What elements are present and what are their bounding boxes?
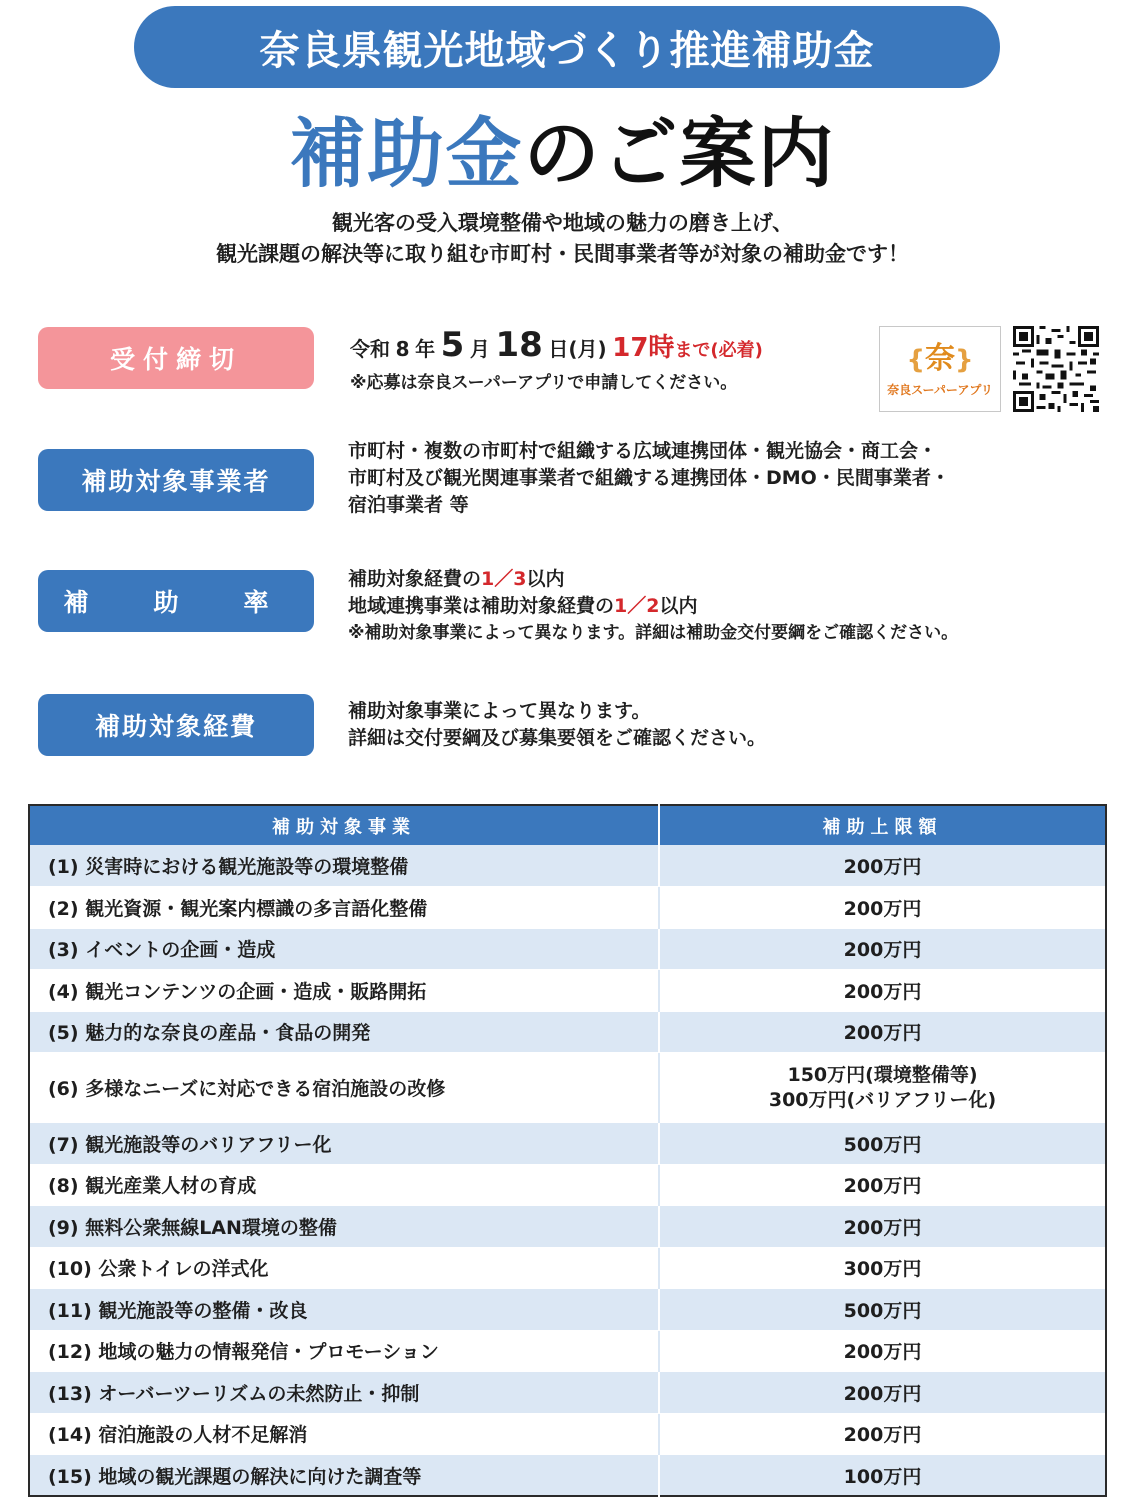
app-logo-name: 奈良スーパーアプリ xyxy=(887,383,993,397)
eligible-line: 市町村及び観光関連事業者で組織する連携団体・DMO・民間事業者・ xyxy=(348,467,950,489)
limit-amount: 200万円 xyxy=(659,887,1106,929)
expenses-text xyxy=(348,698,766,752)
limit-amount: 500万円 xyxy=(659,1289,1106,1331)
project-name: (12) 地域の魅力の情報発信・プロモーション xyxy=(29,1330,659,1372)
deadline-era: 令和 xyxy=(350,337,390,361)
nara-super-app-logo[interactable] xyxy=(879,326,1001,412)
deadline-weekday: (月) xyxy=(568,337,607,361)
project-name: (5) 魅力的な奈良の産品・食品の開発 xyxy=(29,1011,659,1053)
deadline-date xyxy=(350,325,763,365)
limit-amount: 200万円 xyxy=(659,928,1106,970)
project-name: (2) 観光資源・観光案内標識の多言語化整備 xyxy=(29,887,659,929)
rate-line-2-pre: 地域連携事業は補助対象経費の xyxy=(348,595,615,617)
table-row xyxy=(29,1330,1106,1372)
eligible-line: 市町村・複数の市町村で組織する広域連携団体・観光協会・商工会・ xyxy=(348,440,938,462)
grant-table xyxy=(28,804,1107,1497)
limit-amount: 200万円 xyxy=(659,1330,1106,1372)
table-row xyxy=(29,845,1106,887)
limit-amount: 300万円 xyxy=(659,1247,1106,1289)
project-name: (4) 観光コンテンツの企画・造成・販路開拓 xyxy=(29,970,659,1012)
app-logo-mark: {奈} xyxy=(906,341,974,376)
limit-amount: 200万円 xyxy=(659,845,1106,887)
limit-amount xyxy=(659,1053,1106,1123)
project-name: (10) 公衆トイレの洋式化 xyxy=(29,1247,659,1289)
project-name: (3) イベントの企画・造成 xyxy=(29,928,659,970)
app-logo-char: 奈 xyxy=(925,341,955,376)
limit-amount: 500万円 xyxy=(659,1123,1106,1165)
header-limit: 補助上限額 xyxy=(659,805,1106,845)
table-row xyxy=(29,887,1106,929)
project-name: (9) 無料公衆無線LAN環境の整備 xyxy=(29,1206,659,1248)
table-row xyxy=(29,1053,1106,1123)
project-name: (8) 観光産業人材の育成 xyxy=(29,1164,659,1206)
project-name: (6) 多様なニーズに対応できる宿泊施設の改修 xyxy=(29,1053,659,1123)
eligible-label: 補助対象事業者 xyxy=(38,449,314,511)
table-row xyxy=(29,1206,1106,1248)
rate-line-2 xyxy=(348,593,958,620)
page-title xyxy=(0,108,1125,200)
project-name: (15) 地域の観光課題の解決に向けた調査等 xyxy=(29,1455,659,1497)
title-rest: のご案内 xyxy=(523,109,836,198)
limit-amount: 200万円 xyxy=(659,1206,1106,1248)
rate-line-1-pre: 補助対象経費の xyxy=(348,568,482,590)
project-name: (13) オーバーツーリズムの未然防止・抑制 xyxy=(29,1372,659,1414)
deadline-month: 5 xyxy=(440,325,465,365)
project-name: (1) 災害時における観光施設等の環境整備 xyxy=(29,845,659,887)
deadline-year-unit: 年 xyxy=(415,337,436,361)
deadline-label: 受付締切 xyxy=(38,327,314,389)
table-row xyxy=(29,1455,1106,1497)
qr-code-icon[interactable] xyxy=(1013,326,1099,412)
eligible-line: 宿泊事業者 等 xyxy=(348,494,469,516)
rate-line-2-fraction: 1／2 xyxy=(614,595,660,617)
project-name: (7) 観光施設等のバリアフリー化 xyxy=(29,1123,659,1165)
deadline-time: 17時 xyxy=(612,333,675,363)
intro-line: 観光課題の解決等に取り組む市町村・民間事業者等が対象の補助金です！ xyxy=(216,242,909,266)
project-name: (14) 宿泊施設の人材不足解消 xyxy=(29,1413,659,1455)
table-row xyxy=(29,928,1106,970)
title-accent: 補助金 xyxy=(289,109,524,198)
intro-text xyxy=(0,208,1125,270)
program-banner: 奈良県観光地域づくり推進補助金 xyxy=(134,6,1000,88)
deadline-day: 18 xyxy=(495,325,543,365)
eligible-text xyxy=(348,438,950,519)
table-row xyxy=(29,1247,1106,1289)
limit-amount: 200万円 xyxy=(659,1372,1106,1414)
rate-line-2-post: 以内 xyxy=(659,595,698,617)
limit-amount-line: 150万円(環境整備等) xyxy=(787,1063,978,1086)
expenses-line: 補助対象事業によって異なります。 xyxy=(348,700,651,722)
rate-label: 補 助 率 xyxy=(38,570,314,632)
rate-note: ※補助対象事業によって異なります。詳細は補助金交付要綱をご確認ください。 xyxy=(348,623,959,643)
table-row xyxy=(29,1289,1106,1331)
rate-line-1 xyxy=(348,566,958,593)
intro-line: 観光客の受入環境整備や地域の魅力の磨き上げ、 xyxy=(331,211,794,235)
table-row xyxy=(29,1372,1106,1414)
limit-amount: 100万円 xyxy=(659,1455,1106,1497)
rate-text xyxy=(348,566,958,647)
limit-amount: 200万円 xyxy=(659,1011,1106,1053)
deadline-note: ※応募は奈良スーパーアプリで申請してください。 xyxy=(350,373,738,393)
project-name: (11) 観光施設等の整備・改良 xyxy=(29,1289,659,1331)
table-row xyxy=(29,1011,1106,1053)
table-row xyxy=(29,1164,1106,1206)
rate-line-1-fraction: 1／3 xyxy=(481,568,527,590)
table-row xyxy=(29,1123,1106,1165)
deadline-time-suffix: まで(必着) xyxy=(674,340,763,361)
table-row xyxy=(29,970,1106,1012)
expenses-label: 補助対象経費 xyxy=(38,694,314,756)
header-project: 補助対象事業 xyxy=(29,805,659,845)
limit-amount-line: 300万円(バリアフリー化) xyxy=(768,1088,997,1111)
expenses-line: 詳細は交付要綱及び募集要領をご確認ください。 xyxy=(348,727,767,749)
table-header-row xyxy=(29,805,1106,845)
limit-amount: 200万円 xyxy=(659,970,1106,1012)
limit-amount: 200万円 xyxy=(659,1164,1106,1206)
deadline-year: 8 xyxy=(395,337,410,361)
deadline-month-unit: 月 xyxy=(469,337,490,361)
table-row xyxy=(29,1413,1106,1455)
rate-line-1-post: 以内 xyxy=(526,568,565,590)
deadline-day-unit: 日 xyxy=(548,337,569,361)
limit-amount: 200万円 xyxy=(659,1413,1106,1455)
